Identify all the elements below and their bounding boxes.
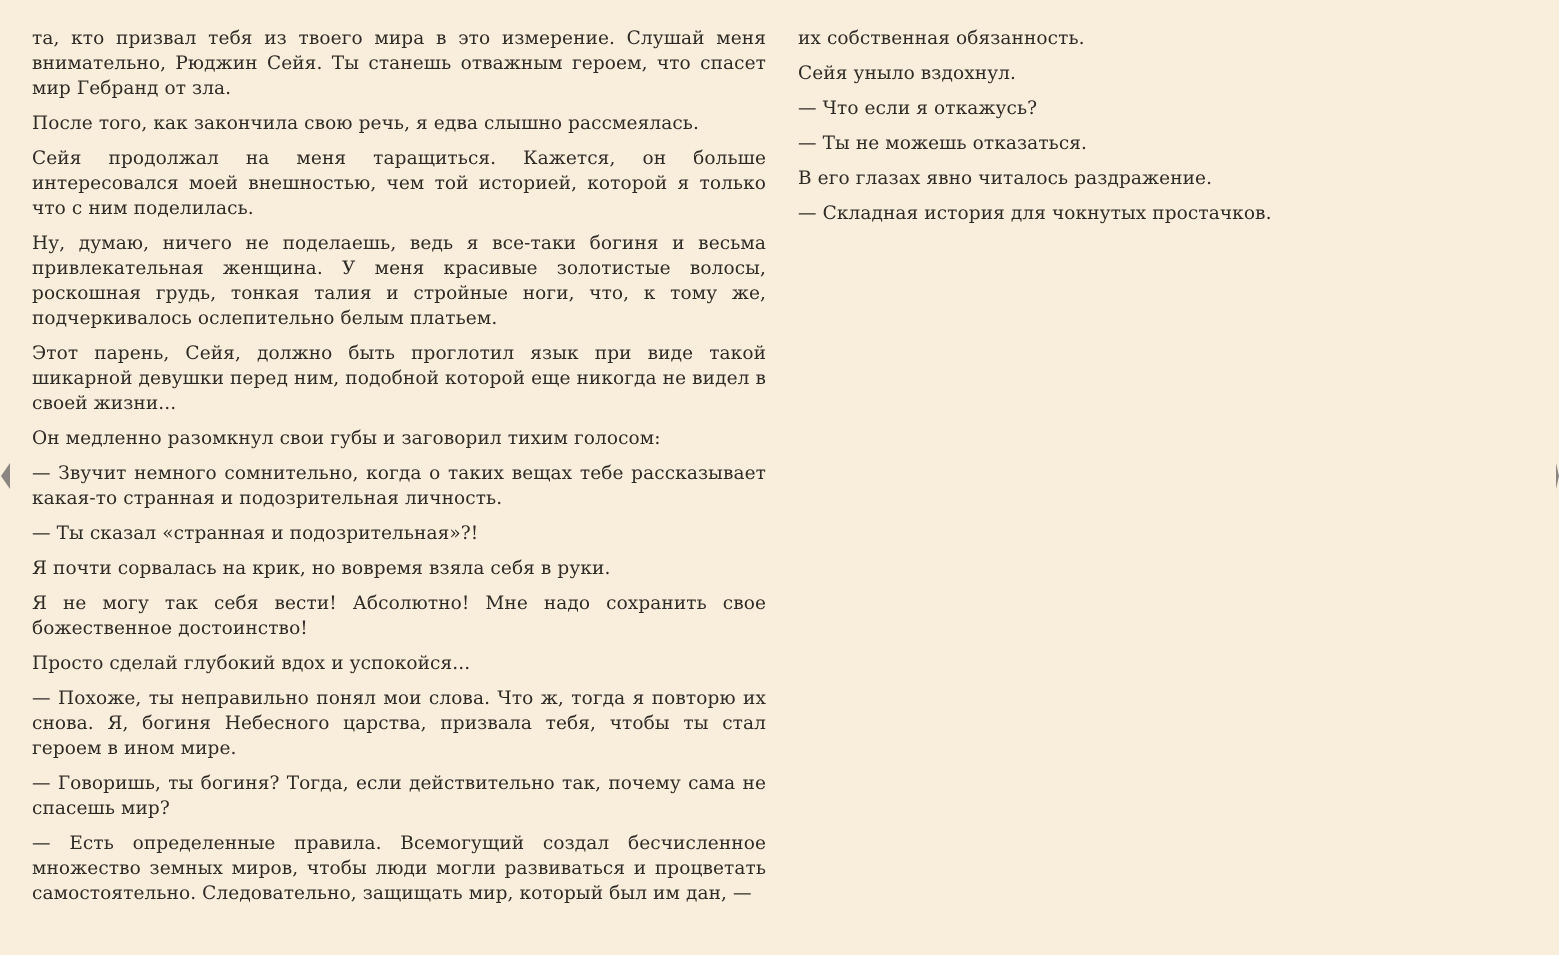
paragraph: Он медленно разомкнул свои губы и заговорил тихим голосом: <box>32 428 661 449</box>
previous-page-arrow-icon[interactable] <box>1 463 10 489</box>
paragraph: — Ты сказал «странная и подозрительная»?! <box>32 523 479 544</box>
paragraph: — Похоже, ты неправильно понял мои слова. Что ж, тогда я повторю их снова. Я, богиня Небесного царства, призвала тебя, чтобы ты стал героем в ином мире. <box>32 688 766 759</box>
paragraph: Сейя уныло вздохнул. <box>798 63 1017 84</box>
paragraph: Я почти сорвалась на крик, но вовремя взяла себя в руки. <box>32 558 611 579</box>
paragraph: Ну, думаю, ничего не поделаешь, ведь я все-таки богиня и весьма привлекательная женщина. У меня красивые золотистые волосы, роскошная грудь, тонкая талия и стройные ноги, что, к тому же, подчеркивалось ослепительно белым платьем. <box>32 233 766 329</box>
paragraph: их собственная обязанность. <box>798 28 1085 49</box>
paragraph: — Звучит немного сомнительно, когда о таких вещах тебе рассказывает какая-то странная и подозрительная личность. <box>32 463 766 509</box>
paragraph: та, кто призвал тебя из твоего мира в это измерение. Слушай меня внимательно, Рюджин Сейя. Ты станешь отважным героем, что спасет мир Гебранд от зла. <box>32 28 766 99</box>
paragraph: — Говоришь, ты богиня? Тогда, если действительно так, почему сама не спасешь мир? <box>32 773 766 819</box>
paragraph: Этот парень, Сейя, должно быть проглотил язык при виде такой шикарной девушки перед ним, подобной которой еще никогда не видел в своей жизни... <box>32 343 766 414</box>
paragraph: Сейя продолжал на меня таращиться. Кажется, он больше интересовался моей внешностью, чем той историей, которой я только что с ним поделилась. <box>32 148 766 219</box>
paragraph: — Что если я откажусь? <box>798 98 1038 119</box>
paragraph: — Есть определенные правила. Всемогущий создал бесчисленное множество земных миров, чтобы люди могли развиваться и процветать самостоятельно. Следовательно, защищать мир, который был им дан, — <box>32 833 766 904</box>
paragraph: После того, как закончила свою речь, я едва слышно рассмеялась. <box>32 113 699 134</box>
paragraph: — Складная история для чокнутых простачков. <box>798 203 1272 224</box>
paragraph: Просто сделай глубокий вдох и успокойся... <box>32 653 471 674</box>
right-text-column <box>798 26 1532 236</box>
left-text-column <box>32 26 766 916</box>
paragraph: Я не могу так себя вести! Абсолютно! Мне надо сохранить свое божественное достоинство! <box>32 593 766 639</box>
paragraph: — Ты не можешь отказаться. <box>798 133 1088 154</box>
paragraph: В его глазах явно читалось раздражение. <box>798 168 1213 189</box>
